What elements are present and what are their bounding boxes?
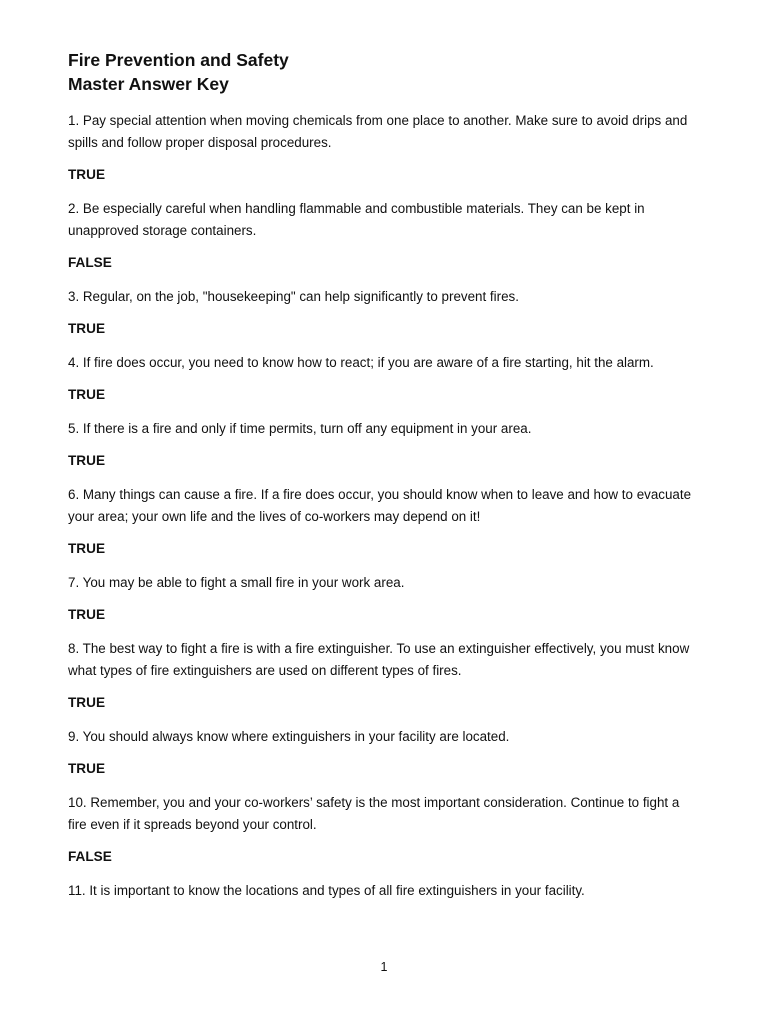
answer-4: TRUE bbox=[68, 387, 106, 402]
answer-3: TRUE bbox=[68, 321, 106, 336]
question-3: 3. Regular, on the job, "housekeeping" can help significantly to prevent fires. bbox=[68, 289, 519, 304]
title-line-2: Master Answer Key bbox=[68, 74, 229, 94]
answer-8: TRUE bbox=[68, 695, 106, 710]
answer-1: TRUE bbox=[68, 167, 106, 182]
question-4: 4. If fire does occur, you need to know how to react; if you are aware of a fire starting, hit the alarm. bbox=[68, 355, 654, 370]
document-title bbox=[68, 48, 698, 96]
question-9: 9. You should always know where extinguishers in your facility are located. bbox=[68, 729, 510, 744]
question-8: 8. The best way to fight a fire is with a fire extinguisher. To use an extinguisher effectively, you must know what types of fire extinguishers are used on different types of fires. bbox=[68, 641, 690, 678]
answer-6: TRUE bbox=[68, 541, 106, 556]
answer-9: TRUE bbox=[68, 761, 106, 776]
title-line-1: Fire Prevention and Safety bbox=[68, 50, 289, 70]
answer-10: FALSE bbox=[68, 849, 112, 864]
page-number: 1 bbox=[380, 960, 388, 974]
question-2: 2. Be especially careful when handling flammable and combustible materials. They can be kept in unapproved storage containers. bbox=[68, 201, 645, 238]
answer-7: TRUE bbox=[68, 607, 106, 622]
answer-5: TRUE bbox=[68, 453, 106, 468]
question-6: 6. Many things can cause a fire. If a fire does occur, you should know when to leave and how to evacuate your area; your own life and the lives of co-workers may depend on it! bbox=[68, 487, 692, 524]
question-7: 7. You may be able to fight a small fire in your work area. bbox=[68, 575, 405, 590]
question-11: 11. It is important to know the locations and types of all fire extinguishers in your facility. bbox=[68, 883, 585, 898]
answer-2: FALSE bbox=[68, 255, 112, 270]
document-page bbox=[68, 48, 698, 914]
question-5: 5. If there is a fire and only if time permits, turn off any equipment in your area. bbox=[68, 421, 532, 436]
question-1: 1. Pay special attention when moving chemicals from one place to another. Make sure to avoid drips and spills and follow proper disposal procedures. bbox=[68, 113, 688, 150]
question-10: 10. Remember, you and your co-workers’ safety is the most important consideration. Continue to fight a fire even if it spreads beyond your control. bbox=[68, 795, 680, 832]
